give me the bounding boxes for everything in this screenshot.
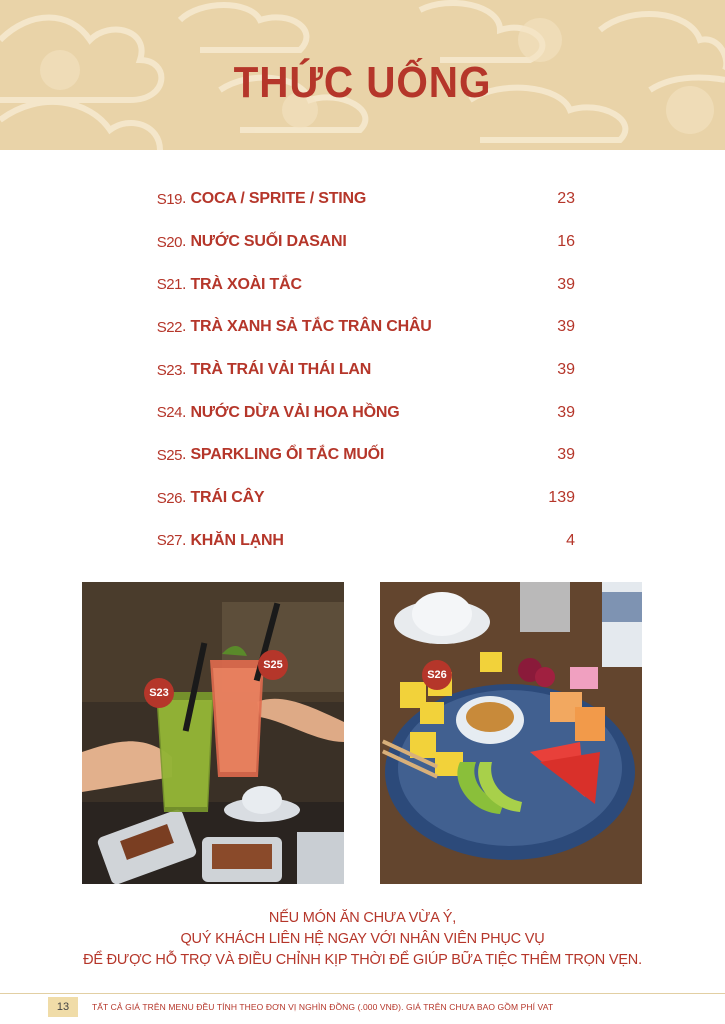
menu-item: S26 . TRÁI CÂY 139 xyxy=(150,477,575,520)
item-tag-badge: S25 xyxy=(258,650,288,680)
item-price: 23 xyxy=(557,190,575,208)
note-line: QUÝ KHÁCH LIÊN HỆ NGAY VỚI NHÂN VIÊN PHỤC VỤ xyxy=(180,931,545,947)
menu-item: S24 . NƯỚC DỪA VẢI HOA HỒNG 39 xyxy=(150,391,575,434)
item-code: S24 xyxy=(156,404,182,422)
drink-menu-list xyxy=(150,178,575,562)
menu-item: S22 . TRÀ XANH SẢ TẮC TRÂN CHÂU 39 xyxy=(150,306,575,349)
drinks-photo xyxy=(82,582,344,884)
item-name: COCA / SPRITE / STING xyxy=(190,190,367,208)
note-line: NẾU MÓN ĂN CHƯA VỪA Ý, xyxy=(268,910,457,926)
item-code: S19 xyxy=(156,190,182,208)
item-name: TRÀ TRÁI VẢI THÁI LAN xyxy=(190,361,372,379)
menu-item: S25 . SPARKLING ỔI TẮC MUỐI 39 xyxy=(150,434,575,477)
item-price: 39 xyxy=(557,361,575,379)
item-name: TRÁI CÂY xyxy=(190,489,265,507)
item-code: S23 xyxy=(156,361,182,379)
menu-item: S27 . KHĂN LẠNH 4 xyxy=(150,520,575,563)
item-price: 39 xyxy=(557,446,575,464)
item-code: S27 xyxy=(156,532,182,550)
item-price: 39 xyxy=(557,403,575,421)
menu-item: S19 . COCA / SPRITE / STING 23 xyxy=(150,178,575,221)
item-name: NƯỚC SUỐI DASANI xyxy=(190,233,347,251)
fruit-platter-photo xyxy=(380,582,642,884)
item-price: 39 xyxy=(557,275,575,293)
price-disclaimer: TẤT CẢ GIÁ TRÊN MENU ĐỀU TÍNH THEO ĐƠN VỊ NGHÌN ĐỒNG (.000 VNĐ). GIÁ TRÊN CHƯA BAO GỒM PHÍ VAT xyxy=(92,1002,554,1012)
header-banner xyxy=(0,0,725,150)
item-code: S25 xyxy=(156,446,182,464)
item-tag-badge: S23 xyxy=(144,678,174,708)
item-price: 39 xyxy=(557,318,575,336)
footer-divider xyxy=(0,993,725,994)
item-code: S20 xyxy=(156,233,182,251)
customer-note xyxy=(0,908,725,971)
item-name: TRÀ XANH SẢ TẮC TRÂN CHÂU xyxy=(190,318,432,336)
item-name: SPARKLING ỔI TẮC MUỐI xyxy=(190,446,385,464)
item-price: 4 xyxy=(566,531,575,549)
item-code: S21 xyxy=(156,276,182,294)
item-price: 16 xyxy=(557,233,575,251)
item-price: 139 xyxy=(548,489,575,507)
item-code: S22 xyxy=(156,318,182,336)
item-name: NƯỚC DỪA VẢI HOA HỒNG xyxy=(190,403,400,421)
note-line: ĐỂ ĐƯỢC HỖ TRỢ VÀ ĐIỀU CHỈNH KỊP THỜI ĐỂ GIÚP BỮA TIỆC THÊM TRỌN VẸN. xyxy=(83,952,642,968)
page-number: 13 xyxy=(48,997,78,1017)
item-code: S26 xyxy=(156,489,182,507)
menu-item: S23 . TRÀ TRÁI VẢI THÁI LAN 39 xyxy=(150,349,575,392)
item-tag-badge: S26 xyxy=(422,660,452,690)
page-title: THỨC UỐNG xyxy=(233,58,492,107)
item-name: KHĂN LẠNH xyxy=(190,531,284,549)
item-name: TRÀ XOÀI TẮC xyxy=(190,275,302,293)
menu-item: S20 . NƯỚC SUỐI DASANI 16 xyxy=(150,221,575,264)
menu-item: S21 . TRÀ XOÀI TẮC 39 xyxy=(150,263,575,306)
